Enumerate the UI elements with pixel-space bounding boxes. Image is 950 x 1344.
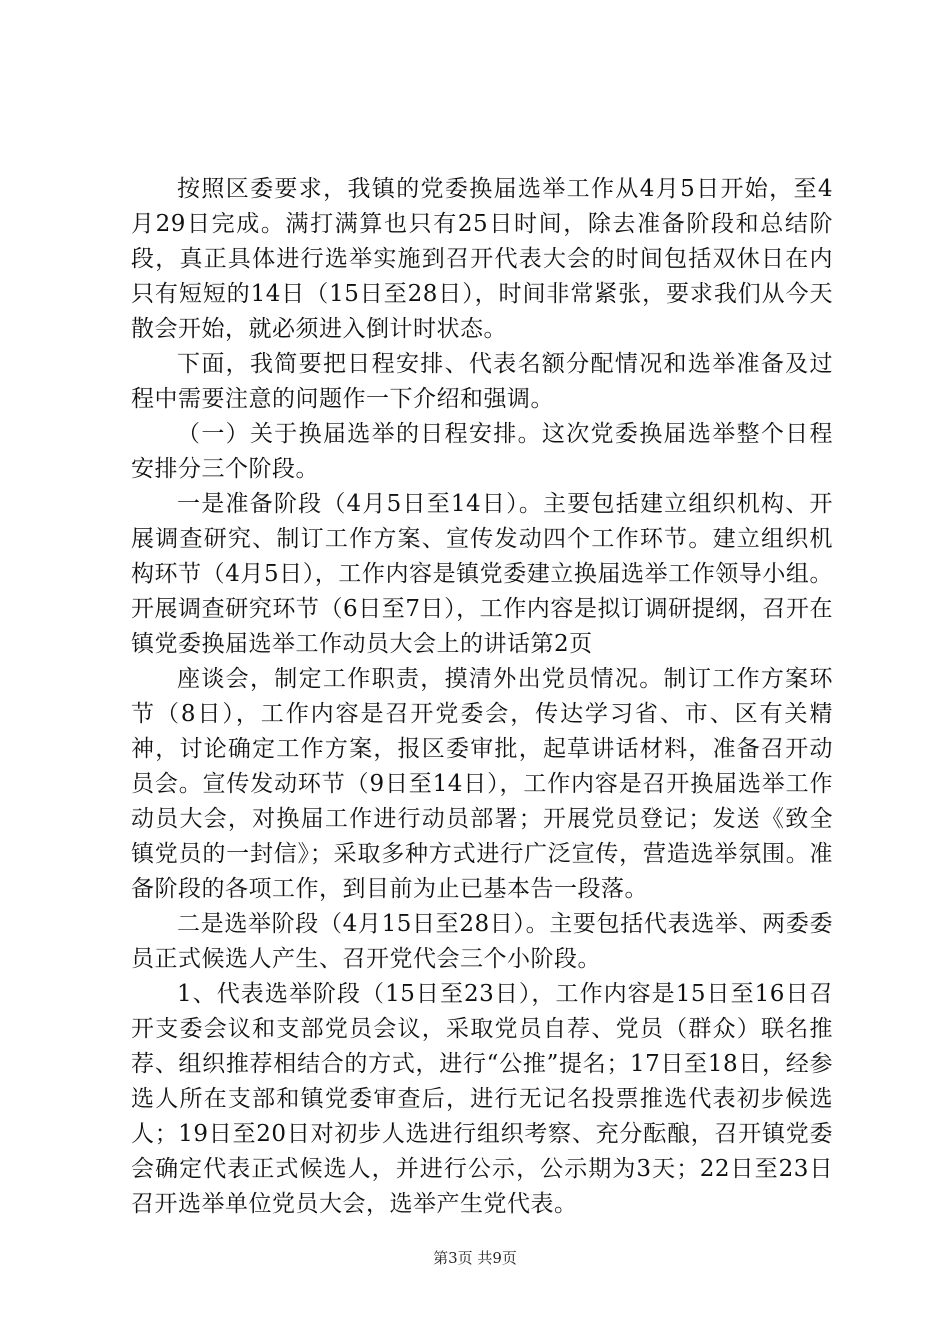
document-body <box>131 172 833 1222</box>
paragraph-preparation-stage: 一是准备阶段（4月5日至14日）。主要包括建立组织机构、开展调查研究、制订工作方案、宣传发动四个工作环节。建立组织机构环节（4月5日），工作内容是镇党委建立换届选举工作领导小组。开展调查研究环节（6日至7日），工作内容是拟订调研提纲，召开在镇党委换届选举工作动员大会上的讲话第2页 <box>131 491 833 657</box>
page-number-label: 第3页 共9页 <box>433 1249 517 1267</box>
paragraph-election-stage: 二是选举阶段（4月15日至28日）。主要包括代表选举、两委委员正式候选人产生、召开党代会三个小阶段。 <box>131 911 833 972</box>
paragraph-preparation-details: 座谈会，制定工作职责，摸清外出党员情况。制订工作方案环节（8日），工作内容是召开党委会，传达学习省、市、区有关精神，讨论确定工作方案，报区委审批，起草讲话材料，准备召开动员会。宣传发动环节（9日至14日），工作内容是召开换届选举工作动员大会，对换届工作进行动员部署；开展党员登记；发送《致全镇党员的一封信》；采取多种方式进行广泛宣传，营造选举氛围。准备阶段的各项工作，到目前为止已基本告一段落。 <box>131 666 833 902</box>
paragraph-schedule-overview: 按照区委要求，我镇的党委换届选举工作从4月5日开始，至4月29日完成。满打满算也只有25日时间，除去准备阶段和总结阶段，真正具体进行选举实施到召开代表大会的时间包括双休日在内只有短短的14日（15日至28日），时间非常紧张，要求我们从今天散会开始，就必须进入倒计时状态。 <box>131 176 833 342</box>
page-footer <box>0 1248 950 1268</box>
paragraph-section-one-heading: （一）关于换届选举的日程安排。这次党委换届选举整个日程安排分三个阶段。 <box>131 421 833 482</box>
paragraph-delegate-election: 1、代表选举阶段（15日至23日），工作内容是15日至16日召开支委会议和支部党员会议，采取党员自荐、党员（群众）联名推荐、组织推荐相结合的方式，进行“公推”提名；17日至18日，经参选人所在支部和镇党委审查后，进行无记名投票推选代表初步候选人；19日至20日对初步人选进行组织考察、充分酝酿，召开镇党委会确定代表正式候选人，并进行公示，公示期为3天；22日至23日召开选举单位党员大会，选举产生党代表。 <box>131 981 833 1217</box>
paragraph-introduction: 下面，我简要把日程安排、代表名额分配情况和选举准备及过程中需要注意的问题作一下介绍和强调。 <box>131 351 833 412</box>
